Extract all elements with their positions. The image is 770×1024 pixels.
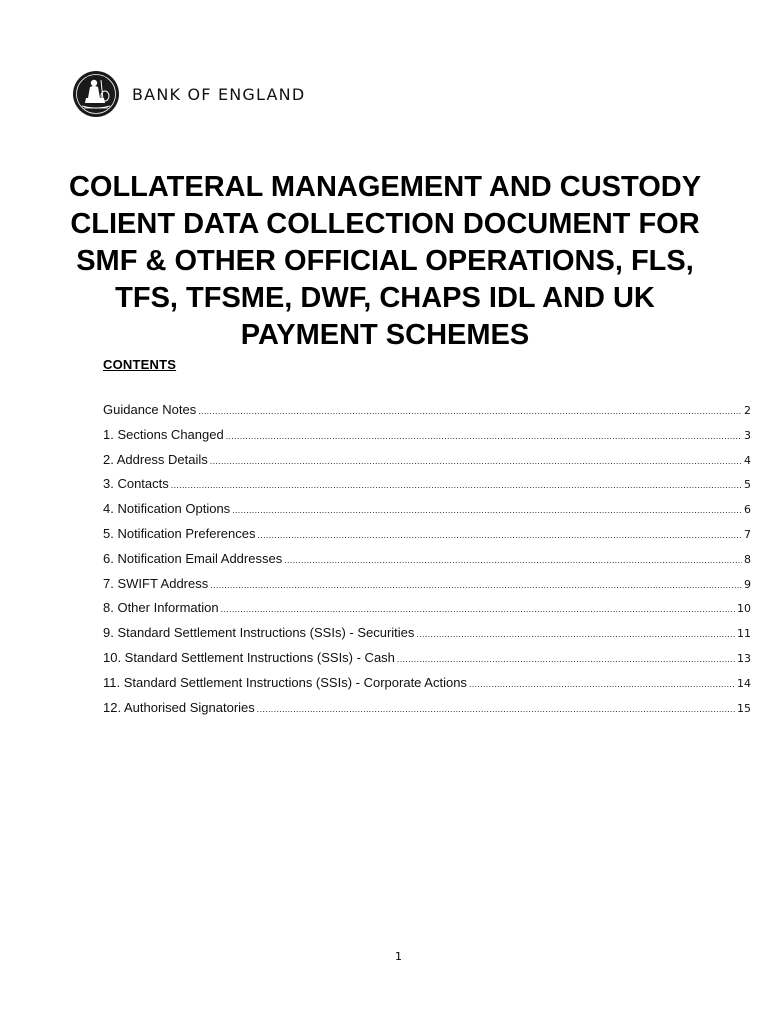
- toc-dot-leader: [226, 431, 742, 441]
- contents-heading: CONTENTS: [103, 357, 177, 372]
- toc-entry-label: 3. Contacts: [103, 476, 169, 492]
- toc-entry-page: 4: [744, 453, 751, 467]
- title-line: TFS, TFSME, DWF, CHAPS IDL AND UK: [115, 282, 655, 315]
- bank-logo: [72, 70, 305, 118]
- toc-entry-page: 5: [744, 478, 751, 492]
- toc-entry[interactable]: [103, 476, 751, 501]
- toc-entry-label: 11. Standard Settlement Instructions (SSIs) - Corporate Actions: [103, 674, 467, 690]
- toc-entry-label: 10. Standard Settlement Instructions (SSIs) - Cash: [103, 649, 395, 665]
- toc-entry-page: 14: [737, 676, 751, 690]
- toc-dot-leader: [198, 406, 742, 416]
- toc-dot-leader: [210, 580, 742, 590]
- document-title: [60, 169, 710, 354]
- toc-entry[interactable]: [103, 700, 751, 725]
- toc-entry-page: 10: [737, 602, 751, 616]
- title-line: SMF & OTHER OFFICIAL OPERATIONS, FLS,: [76, 245, 694, 278]
- toc-entry[interactable]: [103, 551, 751, 576]
- toc-entry-page: 9: [744, 577, 751, 591]
- toc-entry[interactable]: [103, 625, 751, 650]
- toc-entry-page: 3: [744, 428, 751, 442]
- toc-entry[interactable]: [103, 452, 751, 477]
- org-name: BANK OF ENGLAND: [132, 84, 306, 104]
- toc-entry-label: 12. Authorised Signatories: [103, 699, 255, 715]
- toc-entry-page: 7: [744, 527, 751, 541]
- title-line: COLLATERAL MANAGEMENT AND CUSTODY: [68, 171, 702, 204]
- toc-entry[interactable]: [103, 650, 751, 675]
- title-line: PAYMENT SCHEMES: [240, 319, 530, 352]
- toc-entry[interactable]: [103, 526, 751, 551]
- toc-entry-label: 2. Address Details: [103, 451, 208, 467]
- toc-entry-page: 2: [744, 404, 751, 417]
- toc-entry-label: Guidance Notes: [103, 402, 197, 417]
- toc-entry-page: 8: [744, 552, 751, 566]
- title-line: CLIENT DATA COLLECTION DOCUMENT FOR: [70, 208, 700, 241]
- toc-entry-page: 11: [737, 627, 751, 641]
- toc-dot-leader: [257, 530, 742, 540]
- toc-dot-leader: [397, 654, 735, 664]
- toc-entry[interactable]: [103, 402, 751, 427]
- toc-entry[interactable]: [103, 675, 751, 700]
- toc-dot-leader: [210, 456, 742, 466]
- toc-entry-label: 6. Notification Email Addresses: [103, 550, 283, 566]
- toc-entry-label: 7. SWIFT Address: [103, 575, 209, 591]
- toc-dot-leader: [469, 679, 735, 689]
- toc-entry-label: 1. Sections Changed: [103, 426, 224, 442]
- toc-dot-leader: [221, 604, 735, 614]
- toc-dot-leader: [416, 629, 735, 639]
- toc-entry-label: 4. Notification Options: [103, 501, 231, 517]
- toc-dot-leader: [232, 505, 742, 515]
- toc-entry[interactable]: [103, 427, 751, 452]
- toc-entry[interactable]: [103, 600, 751, 625]
- toc-entry-page: 15: [737, 701, 751, 715]
- toc-entry-label: 8. Other Information: [103, 600, 219, 616]
- toc-entry-label: 9. Standard Settlement Instructions (SSIs) - Securities: [103, 625, 415, 641]
- toc-entry-page: 13: [737, 651, 751, 665]
- britannia-seal-icon: [72, 70, 120, 118]
- toc-entry[interactable]: [103, 501, 751, 526]
- toc-dot-leader: [171, 480, 742, 490]
- table-of-contents: [103, 402, 751, 724]
- toc-entry[interactable]: [103, 576, 751, 601]
- toc-dot-leader: [257, 704, 735, 714]
- toc-entry-page: 6: [744, 503, 751, 517]
- toc-dot-leader: [284, 555, 742, 565]
- page-number: 1: [395, 950, 402, 963]
- toc-entry-label: 5. Notification Preferences: [103, 525, 256, 541]
